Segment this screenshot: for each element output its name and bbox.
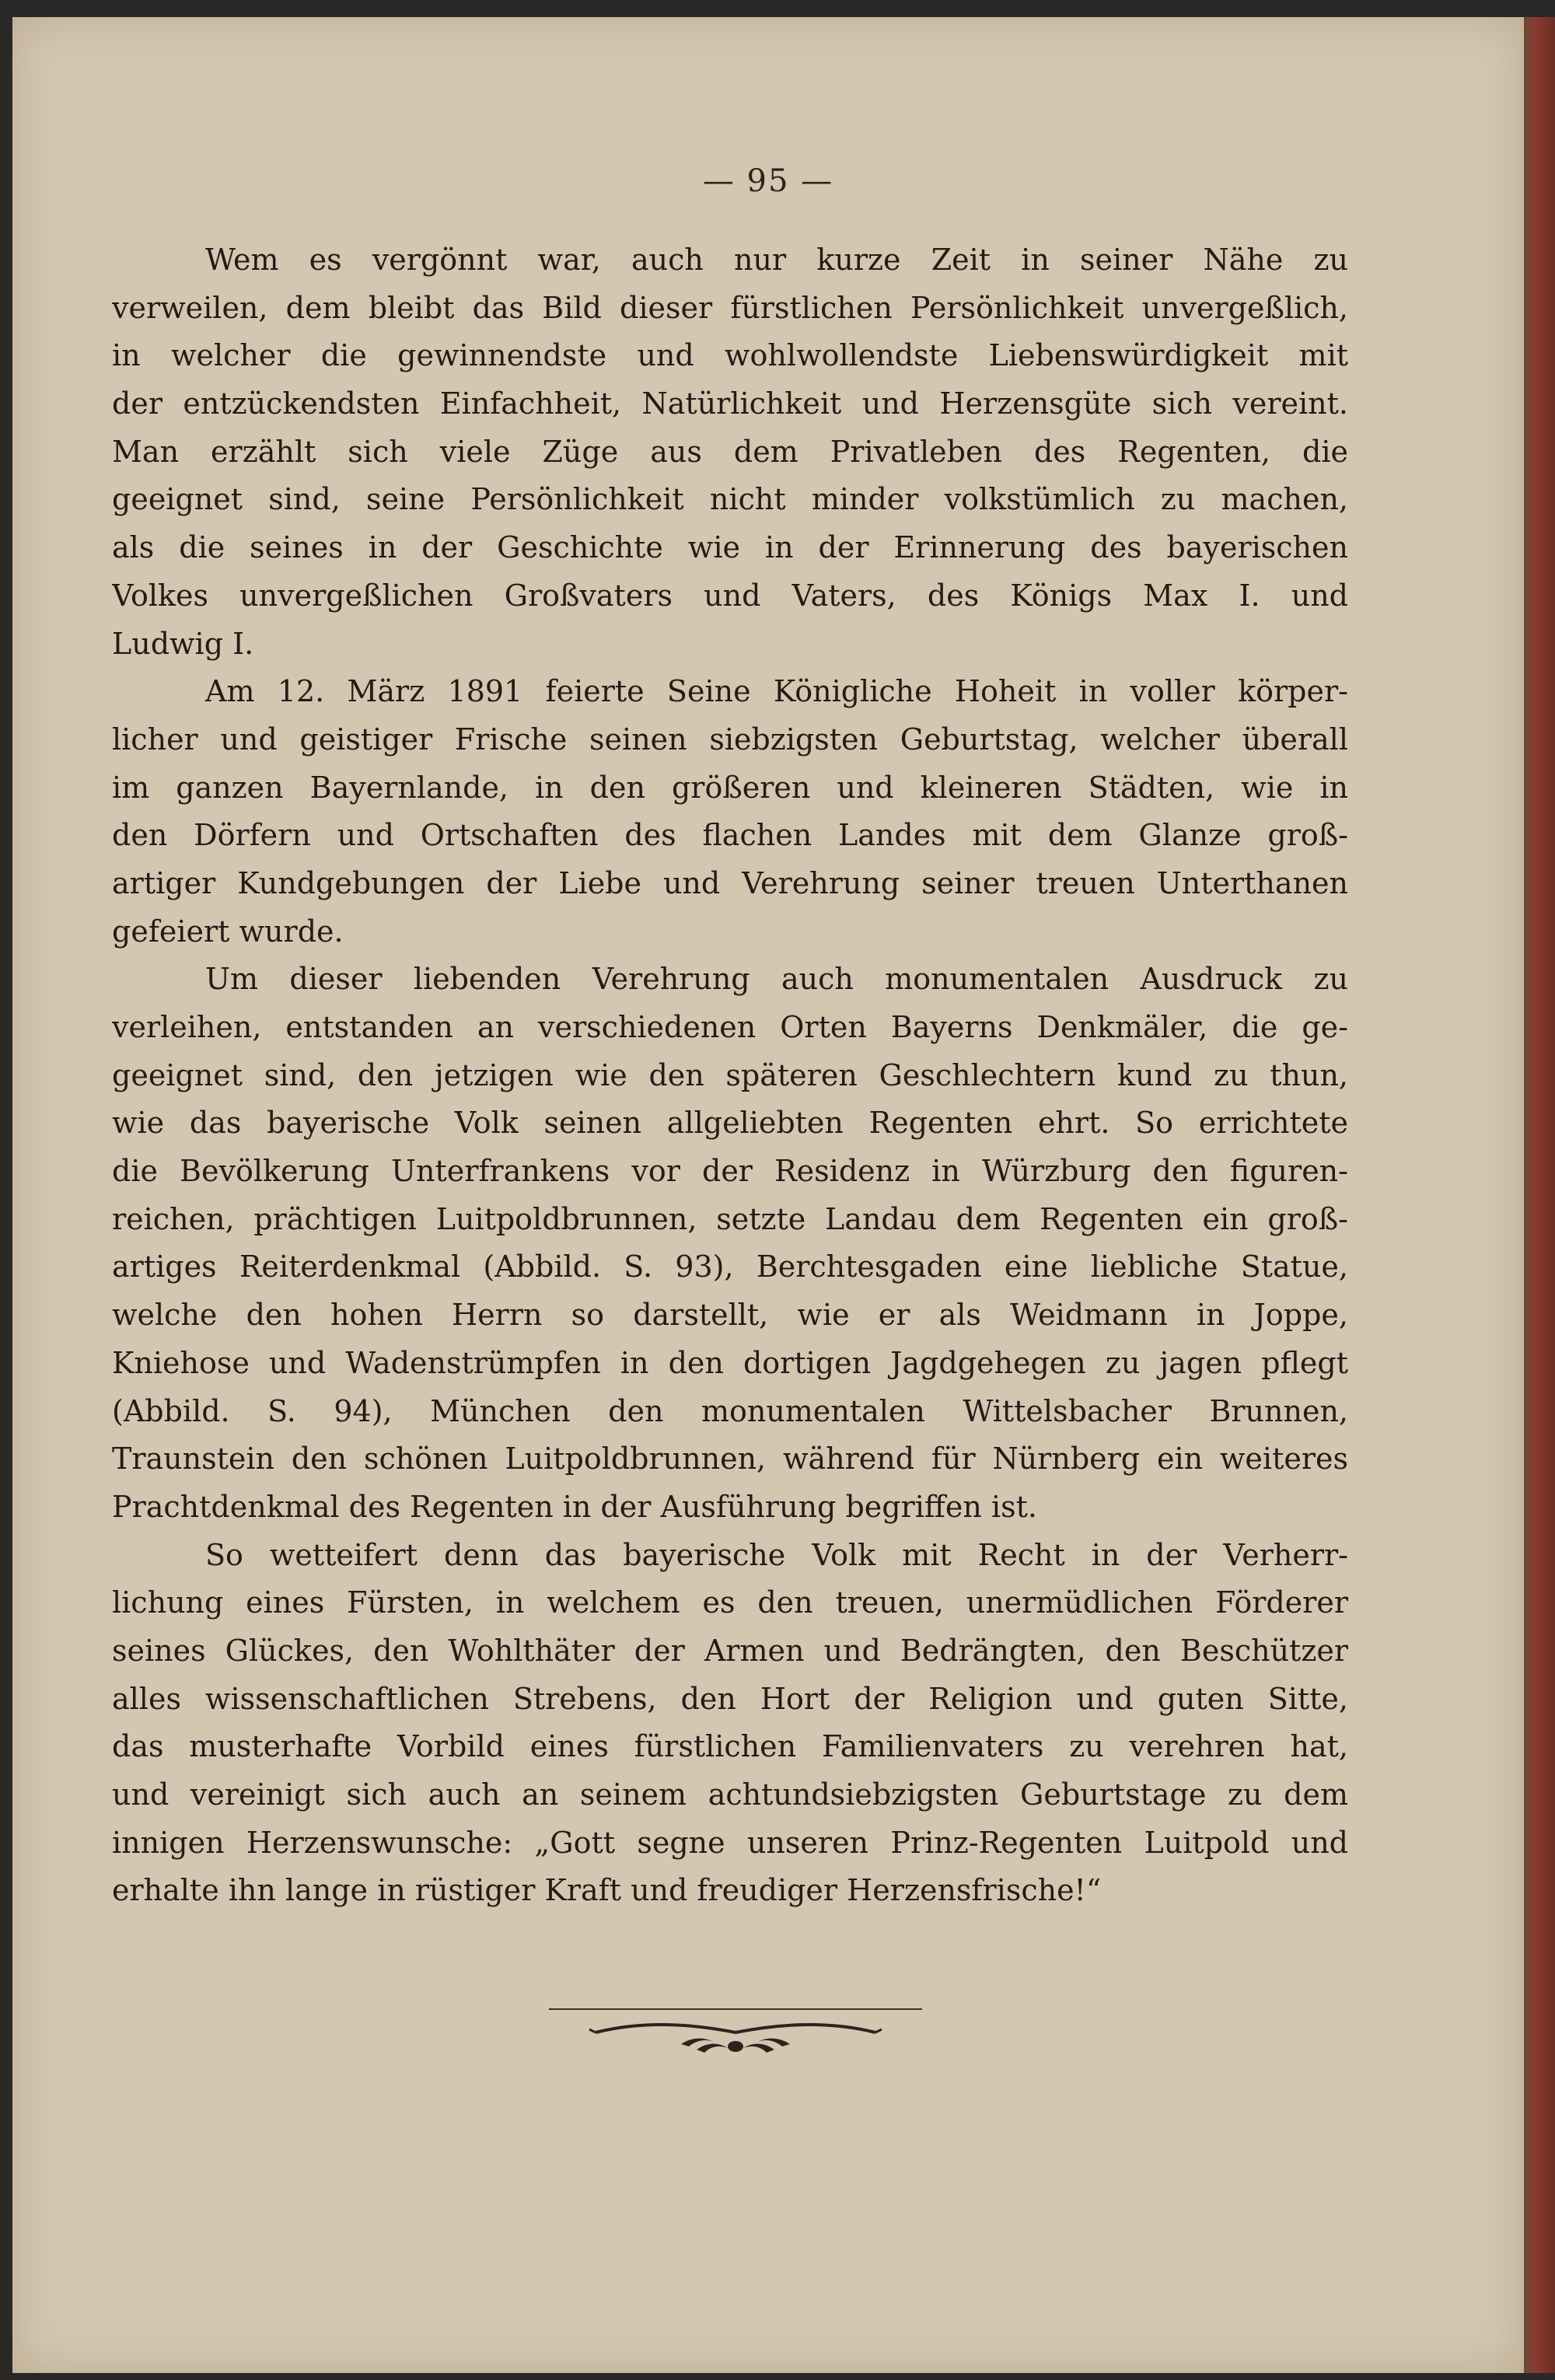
text-line: Traunstein den schönen Luitpoldbrunnen, während für Nürnberg ein weiteres [112, 1442, 1348, 1477]
text-line: im ganzen Bayernlande, in den größeren und kleineren Städten, wie in [112, 770, 1348, 805]
text-body [112, 236, 1348, 1915]
text-line: Volkes unvergeßlichen Großvaters und Vaters, des Königs Max I. und [112, 578, 1348, 613]
text-line: innigen Herzenswunsche: „Gott segne unseren Prinz-Regenten Luitpold und [112, 1825, 1348, 1860]
text-line: in welcher die gewinnendste und wohlwollendste Liebenswürdigkeit mit [112, 338, 1348, 373]
text-line: welche den hohen Herrn so darstellt, wie er als Weidmann in Joppe, [112, 1298, 1348, 1333]
text-line: wie das bayerische Volk seinen allgeliebten Regenten ehrt. So errichtete [112, 1106, 1348, 1141]
text-line: das musterhafte Vorbild eines fürstlichen Familienvaters zu verehren hat, [112, 1729, 1348, 1764]
text-line: erhalte ihn lange in rüstiger Kraft und freudiger Herzensfrische!“ [112, 1873, 1102, 1908]
text-line: geeignet sind, seine Persönlichkeit nicht minder volkstümlich zu machen, [112, 482, 1348, 517]
text-line: artiger Kundgebungen der Liebe und Verehrung seiner treuen Unterthanen [112, 865, 1348, 900]
text-line: Wem es vergönnt war, auch nur kurze Zeit in seiner Nähe zu [205, 243, 1348, 277]
text-line: (Abbild. S. 94), München den monumentalen Wittelsbacher Brunnen, [112, 1393, 1348, 1428]
text-line: Am 12. März 1891 feierte Seine Königliche Hoheit in voller körper- [205, 674, 1348, 709]
text-line: gefeiert wurde. [112, 914, 344, 949]
text-line: die Bevölkerung Unterfrankens vor der Residenz in Würzburg den figuren- [112, 1154, 1348, 1189]
text-line: verweilen, dem bleibt das Bild dieser fürstlichen Persönlichkeit unvergeßlich, [112, 290, 1348, 325]
text-line: den Dörfern und Ortschaften des flachen Landes mit dem Glanze groß- [112, 818, 1348, 853]
text-line: seines Glückes, den Wohlthäter der Armen und Bedrängten, den Beschützer [112, 1633, 1348, 1668]
text-line: Man erzählt sich viele Züge aus dem Privatleben des Regenten, die [112, 434, 1348, 469]
page-number: — 95 — [702, 163, 834, 199]
text-line: Ludwig I. [112, 626, 254, 661]
flourish-ornament-icon [541, 2001, 930, 2064]
text-line: alles wissenschaftlichen Strebens, den Hort der Religion und guten Sitte, [112, 1681, 1348, 1716]
text-line: verleihen, entstanden an verschiedenen Orten Bayerns Denkmäler, die ge- [112, 1010, 1348, 1044]
text-line: So wetteifert denn das bayerische Volk mit Recht in der Verherr- [205, 1537, 1348, 1572]
text-line: als die seines in der Geschichte wie in der Erinnerung des bayerischen [112, 530, 1348, 565]
text-line: Prachtdenkmal des Regenten in der Ausführung begriffen ist. [112, 1489, 1037, 1524]
book-binding-edge [1524, 17, 1555, 2373]
text-line: geeignet sind, den jetzigen wie den späteren Geschlechtern kund zu thun, [112, 1057, 1348, 1092]
text-line: Kniehose und Wadenstrümpfen in den dortigen Jagdgehegen zu jagen pflegt [112, 1345, 1348, 1380]
text-line: licher und geistiger Frische seinen siebzigsten Geburtstag, welcher überall [112, 722, 1348, 757]
text-line: der entzückendsten Einfachheit, Natürlichkeit und Herzensgüte sich vereint. [112, 386, 1348, 421]
book-page [12, 17, 1524, 2373]
text-line: lichung eines Fürsten, in welchem es den treuen, unermüdlichen Förderer [112, 1585, 1348, 1620]
text-line: reichen, prächtigen Luitpoldbrunnen, setzte Landau dem Regenten ein groß- [112, 1201, 1348, 1236]
text-line: Um dieser liebenden Verehrung auch monumentalen Ausdruck zu [205, 962, 1348, 997]
text-line: artiges Reiterdenkmal (Abbild. S. 93), Berchtesgaden eine liebliche Statue, [112, 1249, 1348, 1284]
text-line: und vereinigt sich auch an seinem achtundsiebzigsten Geburtstage zu dem [112, 1777, 1348, 1812]
